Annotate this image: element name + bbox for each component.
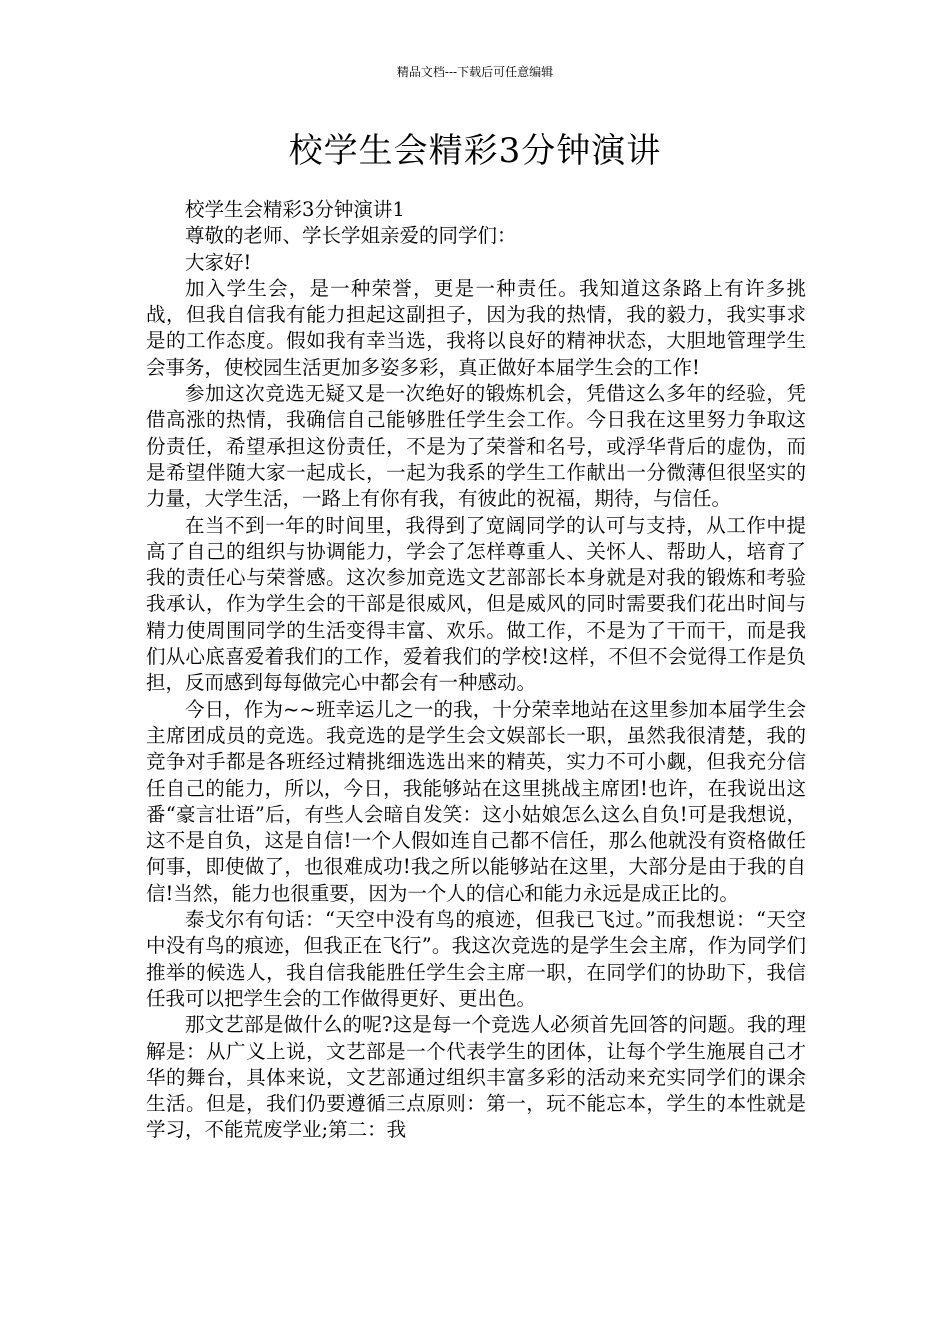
document-title: 校学生会精彩3分钟演讲 [288,131,662,171]
header-note: 精品文档---下载后可任意编辑 [396,65,554,79]
paragraph: 加入学生会，是一种荣誉，更是一种责任。我知道这条路上有许多挑战，但我自信我有能力担起这副担子，因为我的热情，我的毅力，我实事求是的工作态度。假如我有幸当选，我将以良好的精神状态，大胆地管理学生会事务，使校园生活更加多姿多彩，真正做好本届学生会的工作! [146,276,806,379]
document-body [146,197,806,1144]
paragraph-subtitle: 校学生会精彩3分钟演讲1 [185,198,405,221]
paragraph: 泰戈尔有句话：“天空中没有鸟的痕迹，但我已飞过。”而我想说：“天空中没有鸟的痕迹，但我正在飞行”。我这次竞选的是学生会主席，作为同学们推举的候选人，我自信我能胜任学生会主席一职，在同学们的协助下，我信任我可以把学生会的工作做得更好、更出色。 [146,908,806,1010]
paragraph: 参加这次竞选无疑又是一次绝好的锻炼机会，凭借这么多年的经验，凭借高涨的热情，我确信自己能够胜任学生会工作。今日我在这里努力争取这份责任，希望承担这份责任，不是为了荣誉和名号，或浮华背后的虚伪，而是希望伴随大家一起成长，一起为我系的学生工作献出一分微薄但很坚实的力量，大学生活，一路上有你有我，有彼此的祝福，期待，与信任。 [146,382,806,511]
paragraph: 今日，作为~~班幸运儿之一的我，十分荣幸地站在这里参加本届学生会主席团成员的竞选。我竞选的是学生会文娱部长一职，虽然我很清楚，我的竞争对手都是各班经过精挑细选选出来的精英，实力不可小觑，但我充分信任自己的能力，所以，今日，我能够站在这里挑战主席团!也许，在我说出这番“豪言壮语”后，有些人会暗自发笑：这小姑娘怎么这么自负!可是我想说，这不是自负，这是自信!一个人假如连自己都不信任，那么他就没有资格做任何事，即使做了，也很难成功!我之所以能够站在这里，大部分是由于我的自信!当然，能力也很重要，因为一个人的信心和能力永远是成正比的。 [146,697,806,905]
paragraph-salutation: 尊敬的老师、学长学姐亲爱的同学们： [185,224,517,248]
paragraph: 那文艺部是做什么的呢?这是每一个竞选人必须首先回答的问题。我的理解是：从广义上说，文艺部是一个代表学生的团体，让每个学生施展自己才华的舞台，具体来说，文艺部通过组织丰富多彩的活动来充实同学们的课余生活。但是，我们仍要遵循三点原则：第一，玩不能忘本，学生的本性就是学习，不能荒废学业;第二：我 [146,1013,806,1142]
paragraph-greeting: 大家好! [185,250,252,274]
paragraph: 在当不到一年的时间里，我得到了宽阔同学的认可与支持，从工作中提高了自己的组织与协调能力，学会了怎样尊重人、关怀人、帮助人，培育了我的责任心与荣誉感。这次参加竞选文艺部部长本身就是对我的锻炼和考验我承认，作为学生会的干部是很威风，但是威风的同时需要我们花出时间与精力使周围同学的生活变得丰富、欢乐。做工作，不是为了干而干，而是我们从心底喜爱着我们的工作，爱着我们的学校!这样，不但不会觉得工作是负担，反而感到每每做完心中都会有一种感动。 [146,513,806,695]
